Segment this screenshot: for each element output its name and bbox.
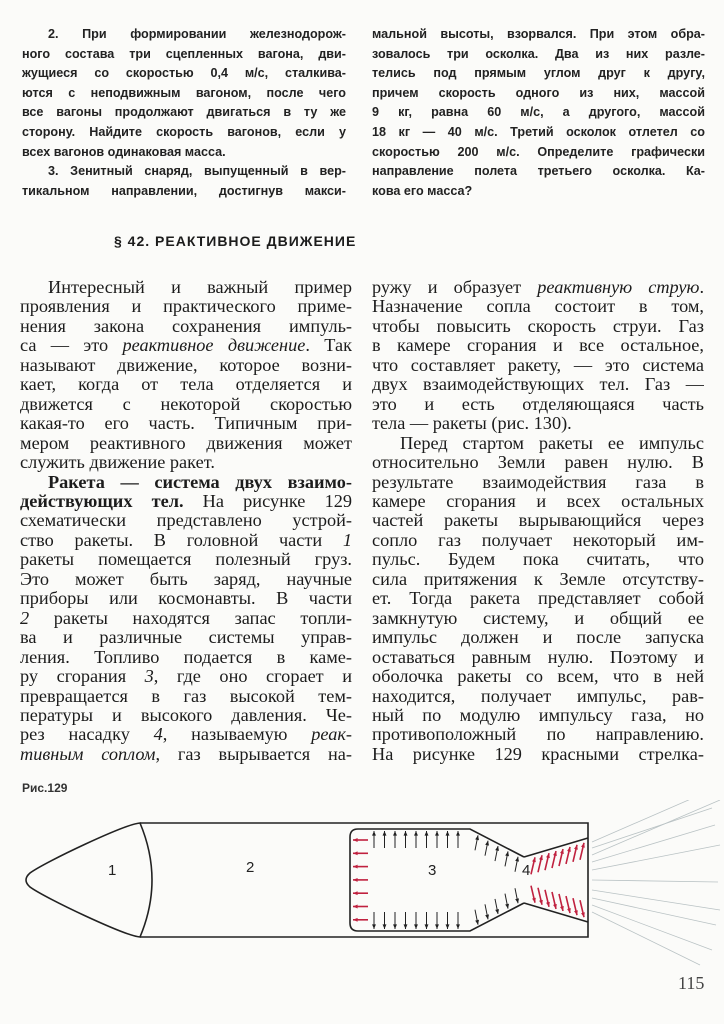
text-line	[22, 64, 346, 84]
figure-caption: Рис.129	[22, 781, 68, 795]
text-line	[372, 434, 704, 453]
bold-term: 3.	[48, 164, 59, 179]
arrow-down-head	[456, 924, 460, 929]
text-segment: мальной высоты, взорвался. При этом обра-	[372, 27, 705, 41]
text-segment: находится, получает импульс, рав-	[372, 686, 704, 706]
body-left-column	[20, 278, 352, 764]
rocket-nose-cone	[26, 823, 152, 937]
text-segment: чтобы повысить скорость струи. Газ	[372, 316, 704, 336]
text-line	[20, 531, 352, 550]
text-segment: , называемую	[162, 725, 312, 745]
arrow-up-head	[456, 831, 460, 836]
text-segment: 18 кг — 40 м/с. Третий осколок отлетел со	[372, 124, 705, 139]
text-line	[372, 162, 705, 182]
text-line	[372, 492, 704, 511]
text-line	[372, 84, 705, 104]
text-segment: При формировании железнодорож-	[58, 27, 346, 41]
text-line	[372, 453, 704, 472]
text-line	[22, 103, 346, 123]
arrow-down-head	[435, 924, 439, 929]
text-line	[20, 511, 352, 530]
nozzle-outline	[524, 838, 588, 922]
text-segment: сторону. Найдите скорость вагонов, если у	[22, 124, 346, 139]
text-line	[372, 395, 704, 414]
bold-term: 2.	[48, 27, 59, 41]
text-segment: мером реактивного движения может	[20, 433, 352, 453]
section-heading: § 42. РЕАКТИВНОЕ ДВИЖЕНИЕ	[114, 233, 357, 249]
text-segment: оболочка ракеты со всем, что в ней	[372, 667, 704, 687]
bold-term: Ракета — система двух взаимо-	[48, 472, 352, 492]
text-segment: . Так	[305, 336, 352, 356]
text-line	[372, 745, 704, 764]
exhaust-line	[592, 905, 712, 950]
arrow-left-red-head	[353, 918, 358, 922]
arrow-up-head	[372, 831, 376, 836]
text-segment: Назначение сопла состоит в том,	[372, 297, 704, 317]
exhaust-line	[592, 845, 720, 870]
text-line	[372, 570, 704, 589]
body-right-column	[372, 278, 704, 764]
text-line	[20, 336, 352, 355]
text-line	[20, 667, 352, 686]
exhaust-line	[592, 800, 720, 855]
arrow-left-red-head	[353, 851, 358, 855]
text-segment: На рисунке 129 красными стрелка-	[372, 744, 704, 764]
text-segment: сила притяжения к Земле отсутству-	[372, 569, 704, 589]
page-number: 115	[678, 973, 705, 993]
text-segment: Интересный и важный пример	[48, 278, 352, 297]
text-line	[20, 609, 352, 628]
italic-term: 3	[144, 667, 154, 687]
text-line	[372, 123, 705, 143]
text-segment: камере сгорания и всех остальных	[372, 491, 704, 511]
text-segment: что составляет ракету, — это система	[372, 355, 704, 375]
text-line	[372, 531, 704, 550]
text-segment: результате взаимодействия газа в	[372, 472, 704, 492]
arrow-down-head	[425, 924, 429, 929]
problems-right-column	[372, 25, 705, 201]
text-line	[20, 628, 352, 647]
exhaust-line	[592, 880, 718, 882]
text-segment: 9 кг, равна 60 м/с, а другого, массой	[372, 105, 705, 120]
text-segment: сопло газ получает некоторый им-	[372, 530, 704, 550]
arrow-down-slant-head	[485, 914, 489, 919]
text-line	[20, 473, 352, 492]
arrow-up-slant-head	[485, 841, 489, 846]
text-segment: какая-то его часть. Типичным при-	[20, 414, 352, 434]
arrow-up-slant-head	[505, 851, 509, 856]
text-segment: На рисунке 129	[183, 491, 352, 511]
text-line	[372, 297, 704, 316]
exhaust-line	[592, 825, 715, 862]
text-segment: импульс должен и после запуска	[372, 628, 704, 648]
arrow-up-head	[446, 831, 450, 836]
text-segment: схематически представлено устрой-	[20, 511, 352, 531]
text-segment: ет. Тогда ракета представляет собой	[372, 589, 704, 609]
arrow-up-head	[393, 831, 397, 836]
arrow-up-head	[404, 831, 408, 836]
exhaust-line	[592, 800, 700, 842]
text-segment: ракеты находятся запас топли-	[29, 608, 352, 628]
text-segment: все вагоны продолжают двигаться в ту же	[22, 105, 346, 120]
text-segment: направление полета третьего осколка. Ка-	[372, 164, 705, 179]
arrow-down-slant-head	[475, 920, 479, 925]
text-line	[372, 589, 704, 608]
arrow-left-red-head	[353, 838, 358, 842]
text-segment: всех вагонов одинаковая масса.	[22, 144, 226, 159]
rocket-diagram	[0, 800, 724, 970]
text-segment: са — это	[20, 336, 123, 356]
text-segment: замкнутую систему, и общий ее	[372, 608, 704, 628]
text-segment: оставаться равным нулю. Поэтому и	[372, 647, 704, 667]
text-segment: ракеты помещается полезный груз.	[20, 550, 352, 570]
text-line	[372, 375, 704, 394]
italic-term: тивным соплом	[20, 744, 156, 764]
text-line	[372, 473, 704, 492]
text-line	[372, 64, 705, 84]
text-segment: частей ракеты вырывающийся через	[372, 511, 704, 531]
text-line	[372, 550, 704, 569]
text-segment: ного состава три сцепленных вагона, дви-	[22, 46, 346, 61]
text-line	[372, 628, 704, 647]
text-line	[372, 25, 705, 45]
text-line	[20, 492, 352, 511]
text-line	[22, 162, 346, 182]
text-segment: ружу и образует	[372, 278, 538, 297]
arrow-up-slant-head	[495, 846, 499, 851]
italic-term: реактивную струю	[537, 278, 700, 297]
arrow-left-red-head	[353, 891, 358, 895]
text-line	[372, 725, 704, 744]
text-segment: ный по модулю импульсу газа, но	[372, 705, 704, 725]
text-segment: ления. Топливо подается в каме-	[20, 647, 352, 667]
text-line	[20, 297, 352, 316]
text-segment: зовалось три осколка. Два из них разле-	[372, 46, 705, 61]
text-segment: движется с некоторой скоростью	[20, 394, 352, 414]
text-line	[372, 182, 705, 202]
text-line	[22, 182, 346, 202]
text-line	[22, 25, 346, 45]
text-line	[372, 706, 704, 725]
text-line	[22, 123, 346, 143]
text-line	[20, 550, 352, 569]
text-segment: Это может быть заряд, научные	[20, 569, 352, 589]
text-line	[20, 706, 352, 725]
text-line	[372, 317, 704, 336]
exhaust-line	[592, 808, 712, 848]
text-line	[22, 84, 346, 104]
arrow-up-head	[383, 831, 387, 836]
text-line	[372, 687, 704, 706]
text-line	[20, 570, 352, 589]
text-line	[372, 356, 704, 375]
pressure-arrows-red	[353, 838, 585, 922]
text-line	[20, 278, 352, 297]
text-segment: ру сгорания	[20, 667, 145, 687]
label-payload-1: 1	[108, 862, 117, 879]
text-line	[22, 45, 346, 65]
text-segment: рез насадку	[20, 725, 154, 745]
italic-term: 2	[20, 608, 30, 628]
arrow-up-slant-head	[475, 835, 479, 840]
arrow-left-red-head	[353, 878, 358, 882]
exhaust-jet-lines	[592, 800, 720, 965]
text-line	[20, 589, 352, 608]
text-segment: .	[699, 278, 704, 297]
text-segment: жущиеся со скоростью 0,4 м/с, сталкива-	[22, 66, 346, 81]
text-segment: тикальном направлении, достигнув макси-	[22, 183, 346, 198]
text-segment: скоростью 200 м/с. Определите графически	[372, 144, 705, 159]
text-segment: это и есть отделяющаяся часть	[372, 394, 704, 414]
text-line	[20, 395, 352, 414]
text-segment: ются с неподвижным вагоном, после чего	[22, 85, 346, 100]
text-line	[20, 317, 352, 336]
text-segment: превращается в газ высокой тем-	[20, 686, 352, 706]
arrow-left-red-head	[353, 865, 358, 869]
arrow-up-slant-head	[515, 857, 519, 862]
text-segment: пульс. Будем пока считать, что	[372, 550, 704, 570]
arrow-up-head	[414, 831, 418, 836]
text-line	[20, 745, 352, 764]
text-segment: , где оно сгорает и	[153, 667, 352, 687]
text-segment: тела — ракеты (рис. 130).	[372, 414, 572, 434]
text-line	[372, 103, 705, 123]
arrow-up-head	[435, 831, 439, 836]
text-segment: проявления и практического приме-	[20, 297, 352, 317]
arrow-down-head	[404, 924, 408, 929]
text-line	[20, 414, 352, 433]
text-segment: причем скорость одного из них, массой	[372, 85, 705, 100]
text-segment: , газ вырывается на-	[155, 744, 352, 764]
arrow-down-head	[446, 924, 450, 929]
text-segment: в камере сгорания и все остальное,	[372, 336, 704, 356]
text-segment: телись под прямым углом друг к другу,	[372, 66, 705, 81]
text-segment: двух взаимодействующих тел. Газ —	[372, 375, 704, 395]
pressure-arrows-black	[372, 831, 519, 929]
text-line	[372, 336, 704, 355]
label-nozzle-4: 4	[522, 862, 531, 879]
italic-term: 1	[342, 530, 352, 550]
text-line	[372, 414, 704, 433]
arrow-down-head	[383, 924, 387, 929]
text-segment: Зенитный снаряд, выпущенный в вер-	[58, 164, 346, 179]
text-line	[372, 278, 704, 297]
text-line	[22, 143, 346, 163]
arrow-up-head	[425, 831, 429, 836]
italic-term: реактивное движение	[122, 336, 306, 356]
text-line	[372, 45, 705, 65]
text-segment: нения закона сохранения импуль-	[20, 316, 352, 336]
text-line	[20, 725, 352, 744]
text-segment: ва и различные системы управ-	[20, 628, 352, 648]
bold-term: действующих тел.	[20, 491, 184, 511]
text-segment: приборы или космонавты. В части	[20, 589, 352, 609]
text-line	[20, 687, 352, 706]
arrow-down-slant-head	[505, 904, 509, 909]
text-segment: относительно Земли равен нулю. В	[372, 453, 704, 473]
text-segment: называют движение, которое возни-	[20, 355, 352, 375]
text-segment: служить движение ракет.	[20, 453, 215, 473]
text-segment: пературы и высокого давления. Че-	[20, 705, 352, 725]
arrow-down-head	[372, 924, 376, 929]
text-line	[372, 143, 705, 163]
arrow-down-slant-head	[495, 909, 499, 914]
italic-term: реак-	[311, 725, 352, 745]
exhaust-line	[592, 890, 720, 910]
text-segment: кает, когда от тела отделяется и	[20, 375, 352, 395]
text-segment: противоположный по направлению.	[372, 725, 704, 745]
text-line	[372, 609, 704, 628]
text-line	[372, 648, 704, 667]
text-line	[20, 434, 352, 453]
text-line	[20, 356, 352, 375]
text-line	[20, 453, 352, 472]
text-segment: Перед стартом ракеты ее импульс	[400, 433, 704, 453]
exhaust-line	[592, 912, 700, 965]
label-chamber-3: 3	[428, 862, 437, 879]
text-line	[20, 648, 352, 667]
problems-left-column	[22, 25, 346, 201]
arrow-down-head	[414, 924, 418, 929]
arrow-left-red-head	[353, 905, 358, 909]
text-line	[372, 511, 704, 530]
arrow-down-head	[393, 924, 397, 929]
text-segment: кова его масса?	[372, 183, 473, 198]
italic-term: 4	[153, 725, 163, 745]
text-line	[20, 375, 352, 394]
arrow-down-slant-head	[515, 898, 519, 903]
text-line	[372, 667, 704, 686]
label-fuel-2: 2	[246, 859, 255, 876]
text-segment: ство ракеты. В головной части	[20, 530, 343, 550]
